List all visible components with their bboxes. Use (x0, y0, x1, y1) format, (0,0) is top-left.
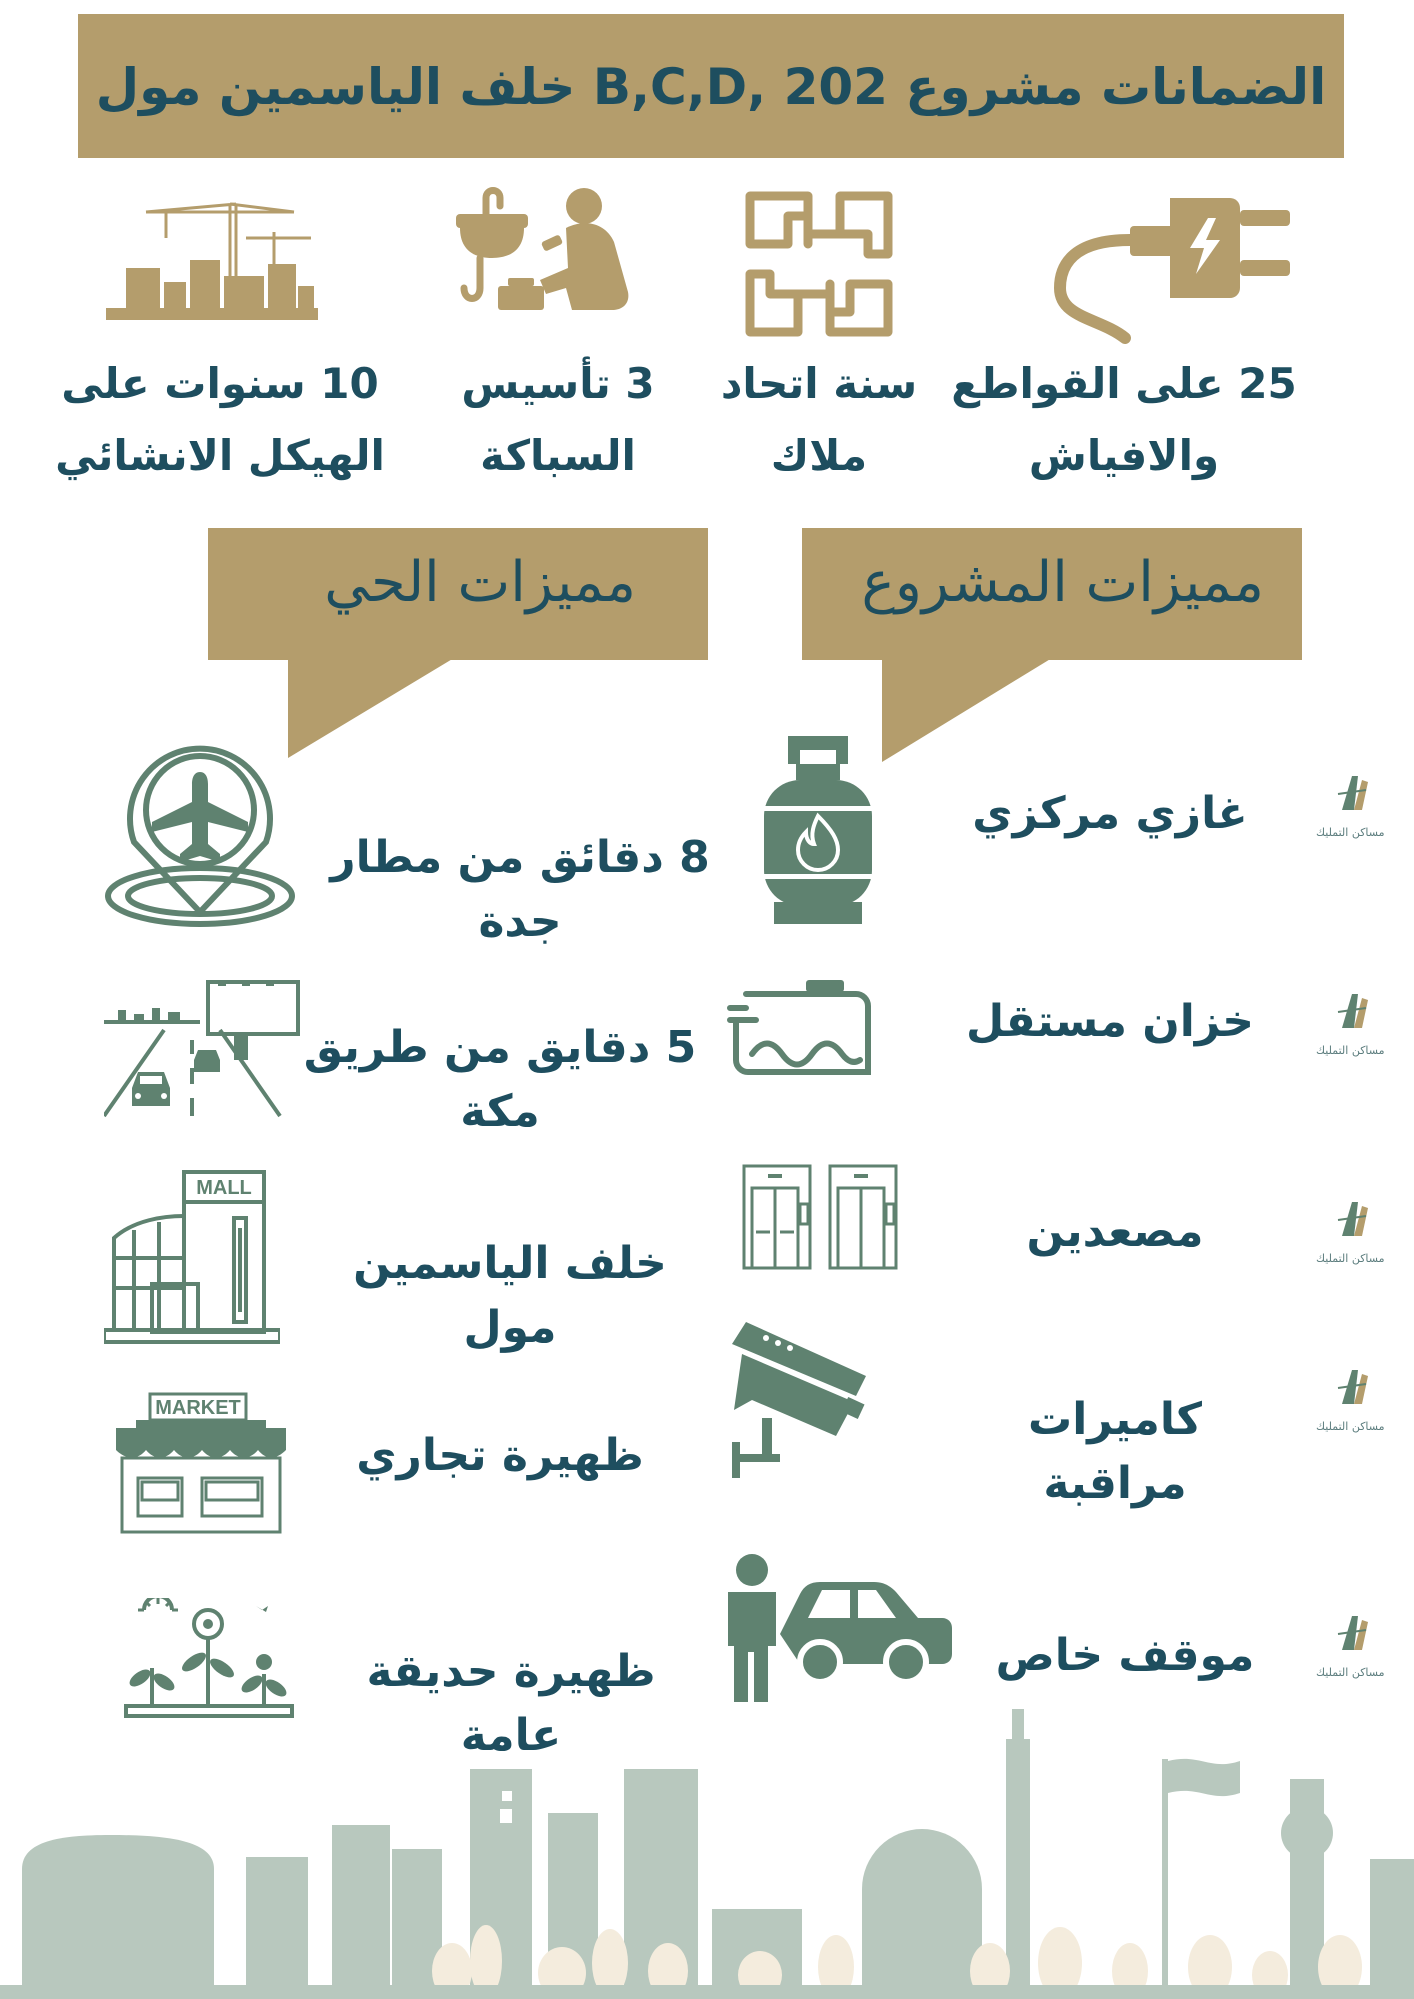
plumber-icon (456, 184, 634, 318)
guarantee-4-label: 10 سنوات على الهيكل الانشائي (55, 359, 385, 480)
elevator-icon (742, 1164, 898, 1270)
feature-security-cameras: كاميرات مراقبة (1028, 1394, 1202, 1509)
airport-pin-icon (104, 732, 296, 928)
water-tank-icon (726, 978, 876, 1082)
handshake-icon (742, 186, 898, 342)
feature-commercial-back: ظهيرة تجاري (356, 1430, 644, 1481)
brand-logo (1316, 770, 1384, 839)
neighborhood-callout-pointer (288, 658, 454, 758)
construction-crane-icon (106, 198, 318, 320)
page-title: الضمانات مشروع B,C,D, 202 خلف الياسمين مول (95, 58, 1327, 116)
feature-makkah-road: 5 دقايق من طريق مكة (303, 1022, 697, 1137)
brand-logo-icon (1328, 1196, 1384, 1248)
brand-logo-text: مساكن التمليك (1316, 1666, 1385, 1679)
mall-building-icon (104, 1168, 280, 1344)
gas-cylinder-icon (760, 736, 876, 924)
brand-logo (1316, 1364, 1384, 1433)
title-banner (78, 14, 1344, 158)
guarantee-2-label: سنة اتحاد ملاك (720, 359, 918, 480)
project-callout-pointer (882, 658, 1052, 762)
brand-logo-icon (1328, 1364, 1384, 1416)
brand-logo-text: مساكن التمليك (1316, 1044, 1385, 1057)
guarantee-3-label: 3 تأسيس السباكة (461, 359, 655, 480)
feature-private-parking: موقف خاص (995, 1630, 1255, 1681)
city-skyline-illustration (0, 1709, 1414, 1999)
parking-car-icon (720, 1552, 952, 1704)
electric-plug-icon (1050, 188, 1300, 344)
feature-independent-tank: خزان مستقل (966, 996, 1254, 1047)
brand-logo (1316, 1196, 1384, 1265)
feature-public-garden: ظهيرة حديقة عامة (366, 1646, 656, 1761)
brand-logo-icon (1328, 770, 1384, 822)
market-sign: MARKET (155, 1397, 241, 1419)
brand-logo-text: مساكن التمليك (1316, 1252, 1385, 1265)
market-store-icon (116, 1392, 286, 1534)
brand-logo (1316, 988, 1384, 1057)
brand-logo-icon (1328, 988, 1384, 1040)
feature-behind-mall: خلف الياسمين مول (353, 1238, 667, 1353)
feature-airport-distance: 8 دقائق من مطار جدة (330, 832, 710, 947)
highway-icon (104, 980, 300, 1120)
garden-plants-icon (124, 1598, 294, 1718)
guarantee-1-label: 25 على القواطع والافياش (951, 359, 1297, 480)
brand-logo-icon (1328, 1610, 1384, 1662)
neighborhood-features-header: مميزات الحي (208, 528, 708, 660)
security-camera-icon (732, 1322, 876, 1478)
brand-logo-text: مساكن التمليك (1316, 826, 1385, 839)
brand-logo-text: مساكن التمليك (1316, 1420, 1385, 1433)
mall-sign: MALL (196, 1177, 252, 1199)
feature-two-elevators: مصعدين (1026, 1206, 1204, 1257)
brand-logo (1316, 1610, 1384, 1679)
project-features-header: مميزات المشروع (802, 528, 1302, 660)
feature-central-gas: غازي مركزي (972, 788, 1248, 839)
